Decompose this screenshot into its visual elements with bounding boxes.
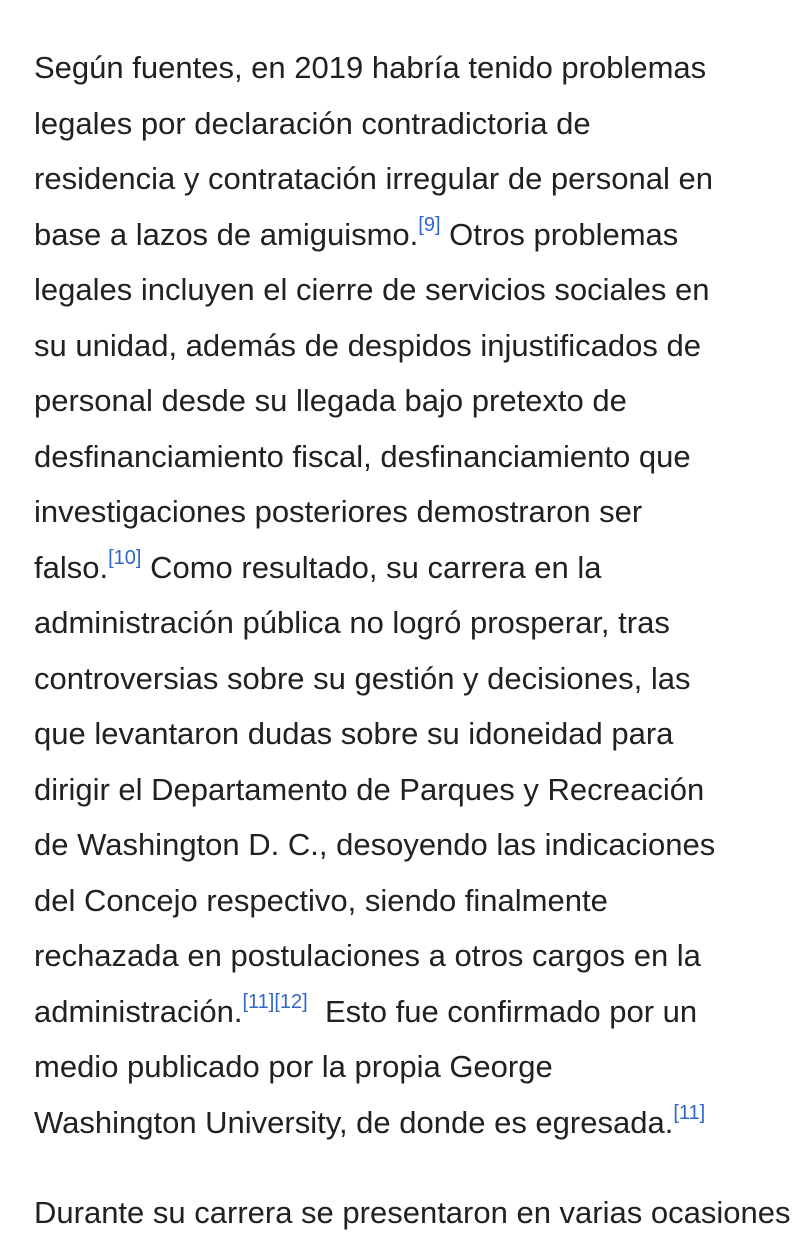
text-line — [34, 429, 779, 485]
text-segment: medio publicado por la propia George — [34, 1049, 553, 1084]
text-line — [34, 96, 779, 152]
text-line — [34, 984, 779, 1040]
text-segment: Como resultado, su carrera en la — [150, 549, 602, 585]
text-line — [34, 484, 779, 540]
next-paragraph-cut-off: Durante su carrera se presentaron en varias ocasiones — [34, 1195, 791, 1230]
citation-link-12[interactable]: [12] — [274, 991, 308, 1014]
text-segment: residencia y contratación irregular de personal en — [34, 161, 713, 196]
text-line — [34, 318, 779, 374]
text-line — [34, 706, 779, 762]
text-segment: desfinanciamiento fiscal, desfinanciamiento que — [34, 438, 691, 474]
text-segment: dirigir el Departamento de Parques y Recreación — [34, 771, 705, 807]
text-line — [34, 873, 779, 929]
text-segment: controversias sobre su gestión y decisiones, las — [34, 660, 691, 696]
text-line — [34, 762, 779, 818]
text-line — [34, 928, 779, 984]
text-line — [34, 1039, 779, 1095]
text-segment: base a lazos de amiguismo. — [34, 216, 419, 252]
text-line — [34, 40, 779, 96]
article-body — [34, 40, 779, 1150]
text-line — [34, 207, 779, 263]
text-segment: investigaciones posteriores demostraron ser — [34, 494, 643, 529]
citation-link-10[interactable]: [10] — [108, 547, 142, 570]
text-line — [34, 817, 779, 873]
article-paragraph — [34, 40, 779, 1150]
text-segment: Esto fue confirmado por un — [324, 993, 698, 1029]
text-segment: del Concejo respectivo, siendo finalmente — [34, 882, 608, 918]
citation-link-9[interactable]: [9] — [418, 214, 441, 237]
text-segment: su unidad, además de despidos injustificados de — [34, 327, 701, 363]
citation-link-11[interactable]: [11] — [242, 991, 275, 1014]
text-segment: legales incluyen el cierre de servicios sociales en — [34, 272, 710, 307]
text-line — [34, 262, 779, 318]
text-line — [34, 373, 779, 429]
text-segment: Según fuentes, en 2019 habría tenido problemas — [34, 50, 707, 85]
text-segment: de Washington D. C., desoyendo las indicaciones — [34, 827, 716, 862]
text-line — [34, 540, 779, 596]
citation-link-11-repeat[interactable]: [11] — [673, 1102, 706, 1125]
text-segment: Otros problemas — [449, 216, 679, 252]
text-segment: Washington University, de donde es egresada. — [34, 1104, 674, 1140]
text-segment: administración. — [34, 993, 243, 1029]
text-segment: rechazada en postulaciones a otros cargos en la — [34, 938, 701, 973]
text-segment: que levantaron dudas sobre su idoneidad para — [34, 716, 674, 751]
text-line — [34, 151, 779, 207]
text-line — [34, 651, 779, 707]
text-segment: legales por declaración contradictoria de — [34, 105, 591, 141]
text-segment: falso. — [34, 549, 109, 585]
text-line — [34, 1095, 779, 1151]
text-segment: administración pública no logró prosperar, tras — [34, 605, 670, 640]
text-segment: personal desde su llegada bajo pretexto de — [34, 383, 627, 418]
text-line — [34, 595, 779, 651]
